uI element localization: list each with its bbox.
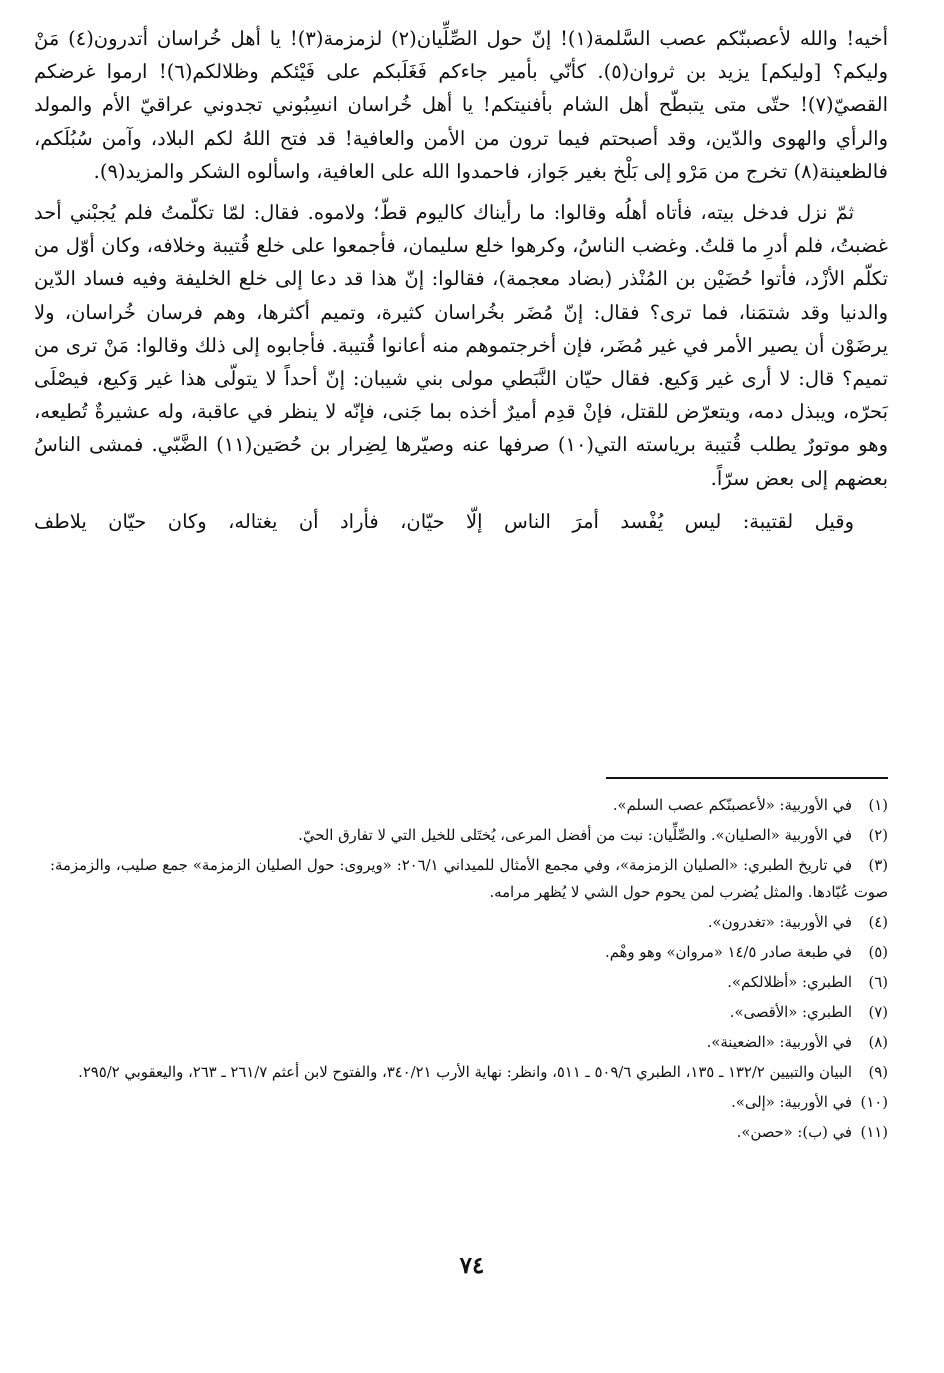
footnote	[50, 1029, 888, 1056]
paragraph-speech: أخيه! والله لأعصبنّكم عصب السَّلمة(١)! إنّ حول الصِّلِّيان(٢) لزمزمة(٣)! يا أهل خُراسان أتدرون(٤) مَنْ وليكم؟ [وليكم] يزيد بن ثروان(٥). كأنّي بأمير جاءكم فَغَلَبكم على فَيْئكم وظلالكم(٦)! ارموا غرضكم القصيّ(٧)! حتّى متى يتبطّح أهل الشام بأفنيتكم! يا أهل خُراسان انسِبُوني تجدوني عراقيّ الأم والمولد والرأي والهوى والدّين، وقد أصبحتم فيما ترون من الأمن والعافية! قد فتح اللهُ لكم البلاد، وآمن سُبُلَكم، فالظعينة(٨) تخرج من مَرْو إلى بَلْخ بغير جَواز، فاحمدوا الله على العافية، واسألوه الشكر والمزيد(٩).	[34, 27, 888, 183]
footnote-text: في طبعة صادر ١٤/٥ «مروان» وهو وهْم.	[605, 944, 852, 961]
footnote-text: في الأوربية «الصليان». والصِّلِّيان: نبت من أفضل المرعى، يُختَلى للخيل التي لا تفارق الحيّ.	[298, 827, 852, 844]
footnote-number: (١)	[868, 797, 888, 814]
footnote-text: في الأوربية: «الضعينة».	[706, 1034, 852, 1051]
footnote-text: الطبري: «أظلالكم».	[727, 974, 852, 991]
footnote-number: (٩)	[868, 1064, 888, 1081]
footnote	[50, 969, 888, 996]
footnotes	[50, 792, 888, 1149]
footnote	[50, 792, 888, 819]
footnote	[50, 822, 888, 849]
paragraph-narrative: ثمّ نزل فدخل بيته، فأتاه أهلُه وقالوا: ما رأيناك كاليوم قطّ؛ ولاموه. فقال: لمّا تكلّمتُ فلم يُجبْني أحد غضبتُ، فلم أدرِ ما قلتُ. وغضب الناسُ، وكرهوا خلع سليمان، فأجمعوا على خلع قُتيبة وخلافه، وكان أوّل من تكلّم الأزْد، فأتوا حُضَيْن بن المُنْذر (بضاد معجمة)، فقالوا: إنّ هذا قد دعا إلى خلع الخليفة وفيه فساد الدّين والدنيا وقد شتمَنا، فما ترى؟ فقال: إنّ مُضَر بخُراسان كثيرة، وتميم أكثرها، وهم فرسان خُراسان، ولا يرضَوْن أن يصير الأمر في غير مُضَر، فإن أخرجتموهم منه أعانوا قُتيبة. فأجابوه إلى ذلك وقالوا: مَنْ ترى من تميم؟ قال: لا أرى غير وَكيع. فقال حيّان النَّبَطي مولى بني شيبان: إنّ أحداً لا يتولّى هذا غير وَكيع، فيصْلَى بَحرّه، ويبذل دمه، ويتعرّض للقتل، فإنْ قدِم أميرٌ أخذه بما جَنى، فإنّه لا ينظر في عاقبة، وله عشيرةٌ تُطيعه، وهو موتورٌ يطلب قُتيبة برياسته التي(١٠) صرفها عنه وصيّرها لِضِرار بن حُصَين(١١) الضَّبّي. فمشى الناسُ بعضهم إلى بعض سرّاً.	[34, 201, 889, 490]
footnote-number: (٧)	[868, 1004, 888, 1021]
footnote-text: في (ب): «حصن».	[736, 1124, 852, 1141]
footnote	[50, 909, 888, 936]
footnote-text: في الأوربية: «لأعصبنّكم عصب السلم».	[612, 797, 852, 814]
footnote-text: الطبري: «الأقصى».	[729, 1004, 852, 1021]
page-number: ٧٤	[459, 1252, 485, 1279]
main-text	[34, 22, 888, 538]
footnote	[50, 1119, 888, 1146]
footnote-text: البيان والتبيين ١٣٢/٢ ـ ١٣٥، الطبري ٥٠٩/٦ ـ ٥١١، وانظر: نهاية الأرب ٣٤٠/٢١، والفتوح لابن أعثم ٢٦١/٧ ـ ٢٦٣، واليعقوبي ٢٩٥/٢.	[78, 1064, 852, 1081]
footnote	[50, 1089, 888, 1116]
footnote-text: في تاريخ الطبري: «الصليان الزمزمة»، وفي مجمع الأمثال للميداني ٢٠٦/١: «ويروى: حول الصليان الزمزمة» جمع صليب، والزمزمة: صوت عُبّادها. والمثل يُضرب لمن يحوم حول الشي لا يُظهر مرامه.	[50, 857, 888, 901]
paragraph-continuation: وقيل لقتيبة: ليس يُفْسد أمرَ الناس إلّا حيّان، فأراد أن يغتاله، وكان حيّان يلاطف	[34, 509, 854, 533]
footnote	[50, 999, 888, 1026]
footnote	[50, 1059, 888, 1086]
footnote-separator	[606, 777, 888, 779]
footnote-number: (٣)	[868, 857, 888, 874]
footnote-number: (٥)	[868, 944, 888, 961]
footnote-number: (٤)	[868, 914, 888, 931]
footnote	[50, 939, 888, 966]
footnote-number: (٢)	[868, 827, 888, 844]
footnote-number: (١٠)	[860, 1094, 888, 1111]
footnote-text: في الأوربية: «تغدرون».	[707, 914, 852, 931]
footnote-text: في الأوربية: «إلى».	[731, 1094, 852, 1111]
footnote-number: (١١)	[860, 1124, 888, 1141]
footnote-number: (٨)	[868, 1034, 888, 1051]
footnote	[50, 852, 888, 906]
footnote-number: (٦)	[868, 974, 888, 991]
